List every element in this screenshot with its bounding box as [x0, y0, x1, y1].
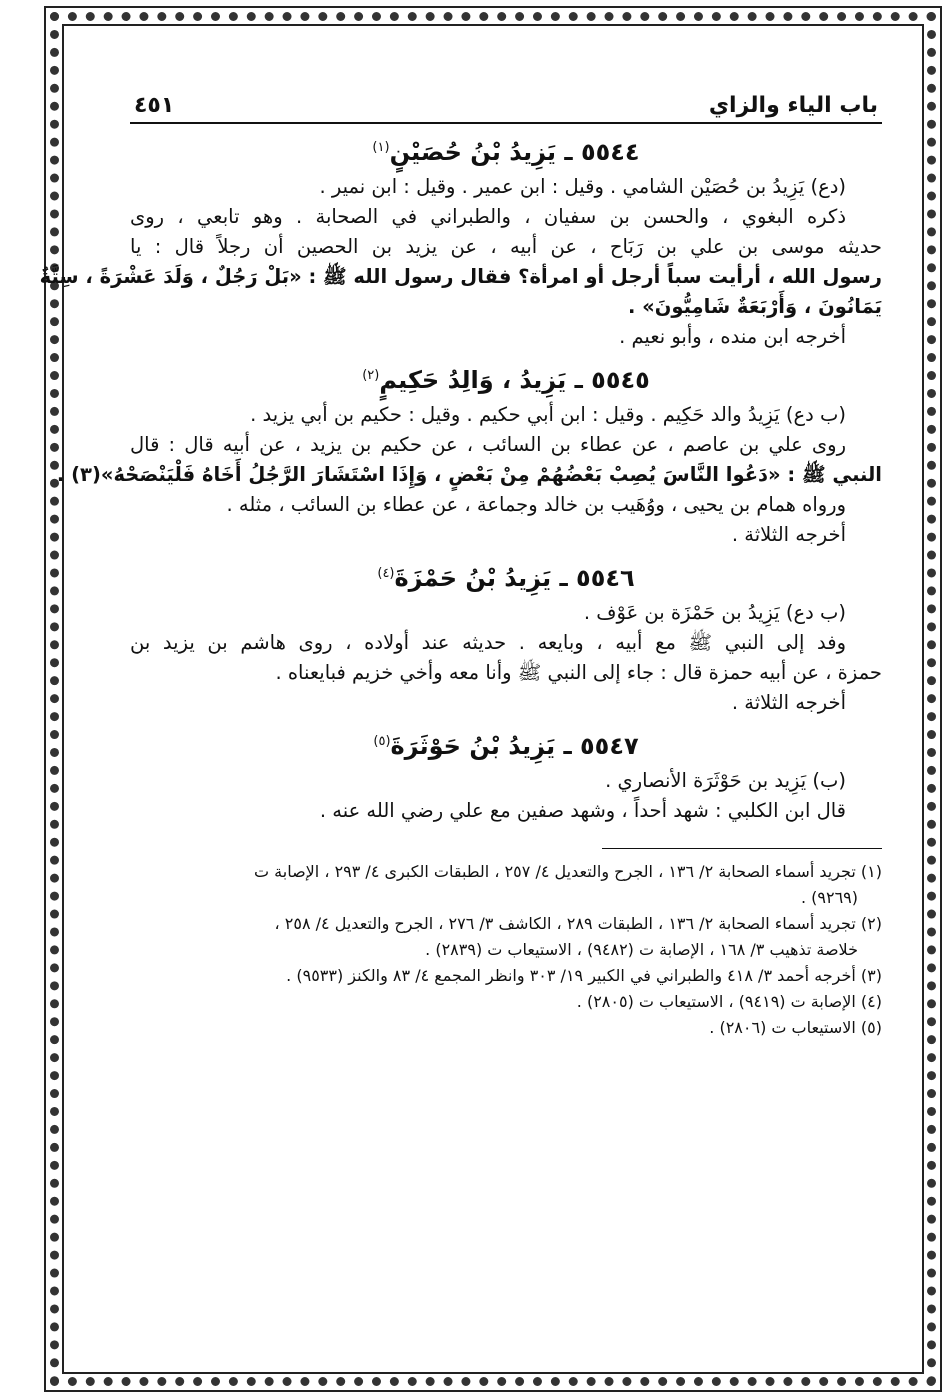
- entry-number: ٥٥٤٤: [580, 138, 640, 166]
- entry-number: ٥٥٤٧: [580, 732, 639, 760]
- entry-title: ٥٥٤٤ ـ يَزِيدُ بْنُ حُصَيْنٍ$^{(١)}$: [372, 138, 640, 166]
- entry-line: حمزة ، عن أبيه حمزة قال : جاء إلى النبي ﷺ وأنا معه وأخي خزيم فبايعناه .: [275, 661, 882, 684]
- footnote-marker: (٤): [377, 566, 395, 581]
- entry-line: (ب دع) يَزِيدُ والد حَكِيم . وقيل : ابن أبي حكيم . وقيل : حكيم بن أبي يزيد .: [250, 403, 846, 426]
- entry-line: رسول الله ، أرأيت سباً أرجل أو امرأة؟ فقال رسول الله ﷺ : «بَلْ رَجُلٌ ، وَلَدَ عَشْرَةً ، سِتَّةٌ: [39, 265, 882, 288]
- entry-line: وفد إلى النبي ﷺ مع أبيه ، وبايعه . حديثه عند أولاده ، روى هاشم بن يزيد بن: [130, 631, 846, 654]
- footnote: (٣) أخرجه أحمد ٣/ ٤١٨ والطبراني في الكبير ١٩/ ٣٠٣ وانظر المجمع ٤/ ٨٣ والكنز (٩٥٣٣) .: [286, 966, 882, 985]
- footnote-continuation: (٩٢٦٩) .: [800, 888, 858, 907]
- entry-line: ذكره البغوي ، والحسن بن سفيان ، والطبراني في الصحابة . وهو تابعي ، روى: [130, 205, 846, 228]
- entry-number: ٥٥٤٥: [591, 366, 650, 394]
- footnote-continuation: خلاصة تذهيب ٣/ ١٦٨ ، الإصابة ت (٩٤٨٢) ، الاستيعاب ت (٢٨٣٩) .: [425, 940, 858, 959]
- entry-name: يَزِيدُ ، وَالِدُ حَكِيمٍ: [379, 366, 567, 394]
- entry-line: ورواه همام بن يحيى ، ووُهَيب بن خالد وجماعة ، عن عطاء بن السائب ، مثله .: [226, 493, 846, 516]
- footnote: (٢) تجريد أسماء الصحابة ٢/ ١٣٦ ، الطبقات ٢٨٩ ، الكاشف ٣/ ٢٧٦ ، الجرح والتعديل ٤/ ٢٥٨ ،: [274, 914, 882, 933]
- entry-line: روى علي بن عاصم ، عن عطاء بن السائب ، عن حكيم بن يزيد ، عن أبيه قال : قال: [130, 433, 846, 456]
- entry-line: (دع) يَزِيدُ بن حُصَيْن الشامي . وقيل : ابن عمير . وقيل : ابن نمير .: [319, 175, 846, 198]
- entry-line: أخرجه الثلاثة .: [731, 523, 846, 546]
- entry-line: (ب) يَزِيد بن حَوْثَرَة الأنصاري .: [605, 769, 846, 792]
- entry-name: يَزِيدُ بْنُ حُصَيْنٍ: [389, 138, 557, 166]
- entry-line: قال ابن الكلبي : شهد أحداً ، وشهد صفين مع علي رضي الله عنه .: [319, 799, 846, 822]
- footnote: (٥) الاستيعاب ت (٢٨٠٦) .: [709, 1018, 882, 1037]
- entry-5544: [39, 138, 882, 352]
- footnote-marker: (٥): [373, 734, 391, 749]
- footnote-marker: (١): [372, 140, 390, 155]
- page-number: ٤٥١: [134, 93, 175, 118]
- page-content: [39, 82, 882, 1041]
- entry-5547: [130, 732, 882, 826]
- entry-number: ٥٥٤٦: [576, 564, 635, 592]
- footnote: (٤) الإصابة ت (٩٤١٩) ، الاستيعاب ت (٢٨٠٥) .: [576, 992, 882, 1011]
- footnote: (١) تجريد أسماء الصحابة ٢/ ١٣٦ ، الجرح والتعديل ٤/ ٢٥٧ ، الطبقات الكبرى ٤/ ٢٩٣ ، الإصابة ت: [254, 862, 882, 881]
- entry-line: أخرجه الثلاثة .: [731, 691, 846, 714]
- entry-5546: [130, 564, 882, 718]
- entry-5545: [56, 366, 882, 550]
- footnotes: [130, 859, 882, 1041]
- entry-line: أخرجه ابن منده ، وأبو نعيم .: [619, 325, 846, 348]
- entry-line: يَمَانُونَ ، وَأَرْبَعَةٌ شَامِيُّونَ» .: [627, 295, 882, 318]
- entry-name: يَزِيدُ بْنُ حَمْزَةَ: [394, 564, 552, 592]
- entry-line: حديثه موسى بن علي بن رَبَاح ، عن أبيه ، عن يزيد بن الحصين أن رجلاً قال : يا: [130, 235, 882, 258]
- chapter-title: باب الياء والزاي: [708, 93, 878, 118]
- entry-line: النبي ﷺ : «دَعُوا النَّاسَ يُصِبْ بَعْضُهُمْ مِنْ بَعْضٍ ، وَإِذَا اسْتَشَارَ الرَّجُلُ أَخَاهُ فَلْيَنْصَحْهُ»(٣) .: [56, 463, 882, 486]
- running-header: [130, 82, 882, 124]
- entry-title: ٥٥٤٦ ـ يَزِيدُ بْنُ حَمْزَةَ$^{(٤)}$: [377, 564, 635, 592]
- entry-name: يَزِيدُ بْنُ حَوْثَرَةَ: [390, 732, 556, 760]
- footnote-marker: (٢): [362, 368, 380, 383]
- footnote-divider: [602, 848, 882, 849]
- entry-title: ٥٥٤٥ ـ يَزِيدُ ، وَالِدُ حَكِيمٍ$^{(٢)}$: [362, 366, 650, 394]
- entry-title: ٥٥٤٧ ـ يَزِيدُ بْنُ حَوْثَرَةَ$^{(٥)}$: [373, 732, 639, 760]
- entry-line: (ب دع) يَزِيدُ بن حَمْزَة بن عَوْف .: [583, 601, 846, 624]
